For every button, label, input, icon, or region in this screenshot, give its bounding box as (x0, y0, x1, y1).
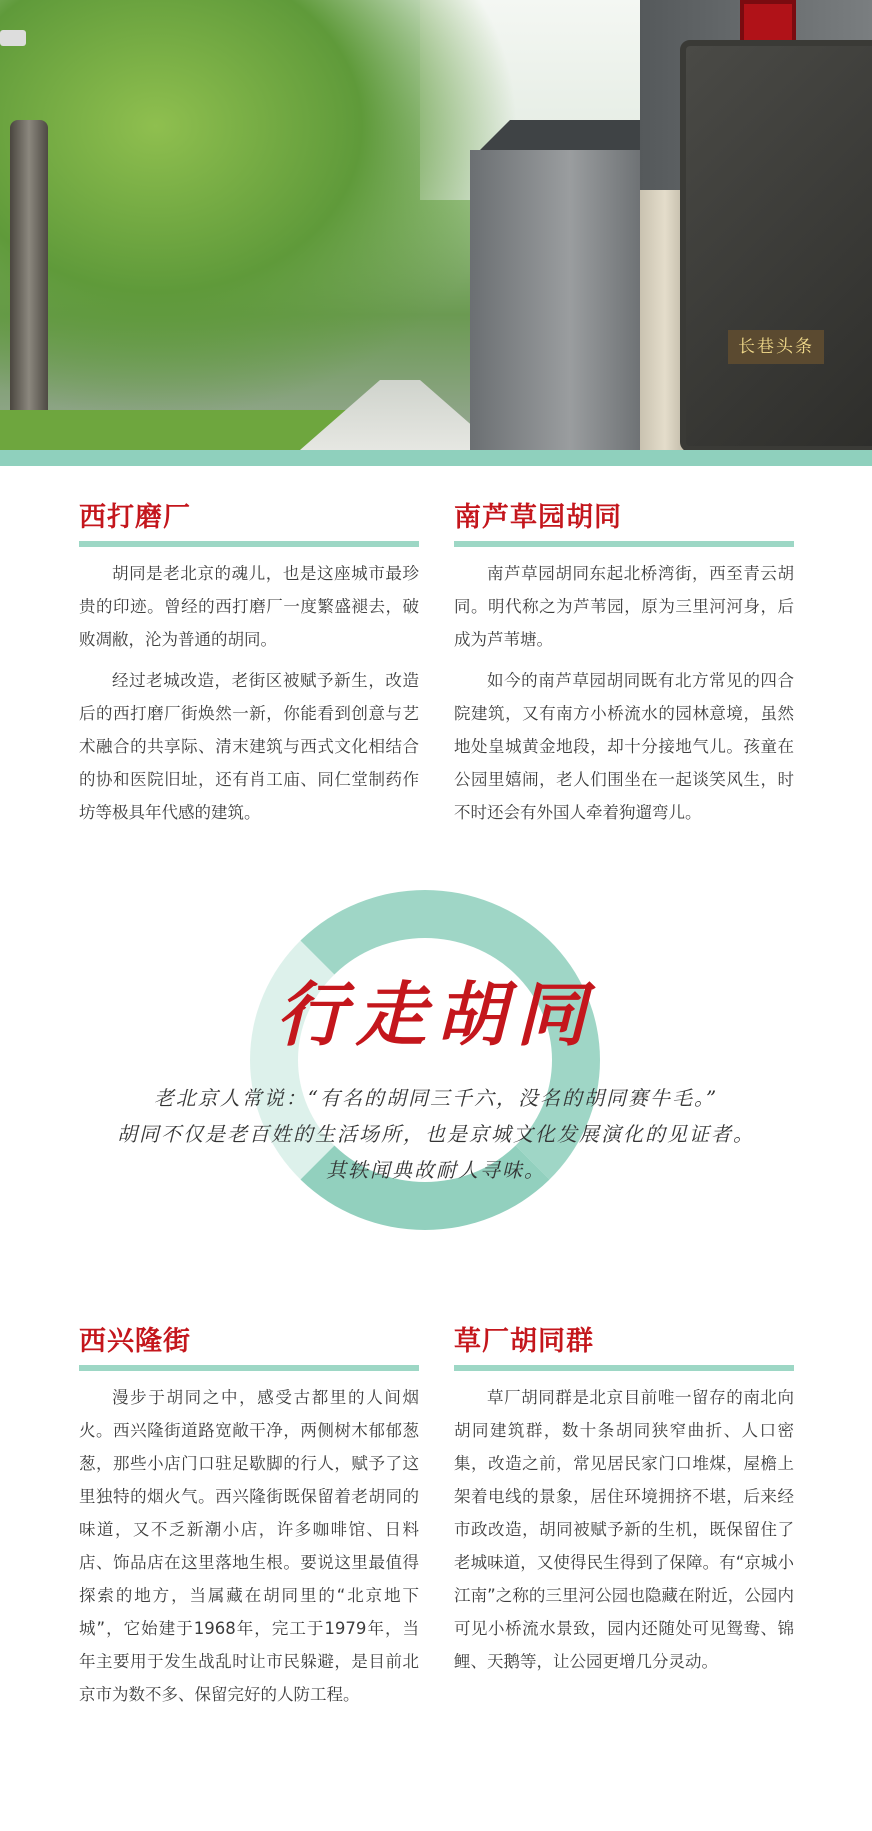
section-rule (79, 1365, 419, 1371)
plaque-label: 长巷头条 (728, 330, 824, 364)
paragraph: 草厂胡同群是北京目前唯一留存的南北向胡同建筑群，数十条胡同狭窄曲折、人口密集，改造之前，常见居民家门口堆煤，屋檐上架着电线的景象，居住环境拥挤不堪，后来经市政改造，胡同被赋予新的生机，既保留住了老城味道，又使得民生得到了保障。有“京城小江南”之称的三里河公园也隐藏在附近，公园内可见小桥流水景致，园内还随处可见鸳鸯、锦鲤、天鹅等，让公园更增几分灵动。 (454, 1388, 794, 1671)
section-title: 西打磨厂 (79, 502, 191, 533)
quote-line-1: 老北京人常说：“有名的胡同三千六，没名的胡同赛牛毛。” (153, 1086, 719, 1110)
center-title: 行走胡同 (276, 973, 596, 1056)
section-title: 南芦草园胡同 (454, 502, 622, 533)
carved-plaque (680, 40, 872, 450)
section-title: 西兴隆街 (79, 1326, 191, 1357)
section-caochanghutong (454, 1322, 794, 1686)
section-xixinglongjie (79, 1322, 419, 1719)
paragraph: 漫步于胡同之中，感受古都里的人间烟火。西兴隆街道路宽敞干净，两侧树木郁郁葱葱，那些小店门口驻足歇脚的行人，赋予了这里独特的烟火气。西兴隆街既保留着老胡同的味道，又不乏新潮小店，许多咖啡馆、日料店、饰品店在这里落地生根。要说这里最值得探索的地方，当属藏在胡同里的“北京地下城”，它始建于1968年，完工于1979年，当年主要用于发生战乱时让市民躲避，是目前北京市为数不多、保留完好的人防工程。 (79, 1388, 419, 1704)
paragraph: 南芦草园胡同东起北桥湾街，西至青云胡同。明代称之为芦苇园，原为三里河河身，后成为芦苇塘。 (454, 564, 794, 649)
teal-band (0, 450, 872, 466)
section-title: 草厂胡同群 (454, 1326, 594, 1357)
quote-line-3: 其轶闻典故耐人寻味。 (326, 1158, 546, 1182)
paragraph: 胡同是老北京的魂儿，也是这座城市最珍贵的印迹。曾经的西打磨厂一度繁盛褪去，破败凋敝，沦为普通的胡同。 (79, 564, 419, 649)
paragraph: 如今的南芦草园胡同既有北方常见的四合院建筑，又有南方小桥流水的园林意境，虽然地处皇城黄金地段，却十分接地气儿。孩童在公园里嬉闹，老人们围坐在一起谈笑风生，时不时还会有外国人牵着狗遛弯儿。 (454, 671, 794, 822)
quote-line-2: 胡同不仅是老百姓的生活场所，也是京城文化发展演化的见证者。 (117, 1122, 755, 1146)
willow-tree (0, 0, 520, 420)
section-rule (79, 541, 419, 547)
section-xidamochang (79, 498, 419, 837)
hero-photo (0, 0, 872, 450)
section-nanlucaoyuan (454, 498, 794, 837)
paragraph: 经过老城改造，老街区被赋予新生，改造后的西打磨厂街焕然一新，你能看到创意与艺术融合的共享际、清末建筑与西式文化相结合的协和医院旧址，还有肖工庙、同仁堂制药作坊等极具年代感的建筑。 (79, 671, 419, 822)
camera-icon (0, 30, 26, 46)
tree-trunk (10, 120, 48, 450)
section-rule (454, 1365, 794, 1371)
section-rule (454, 541, 794, 547)
